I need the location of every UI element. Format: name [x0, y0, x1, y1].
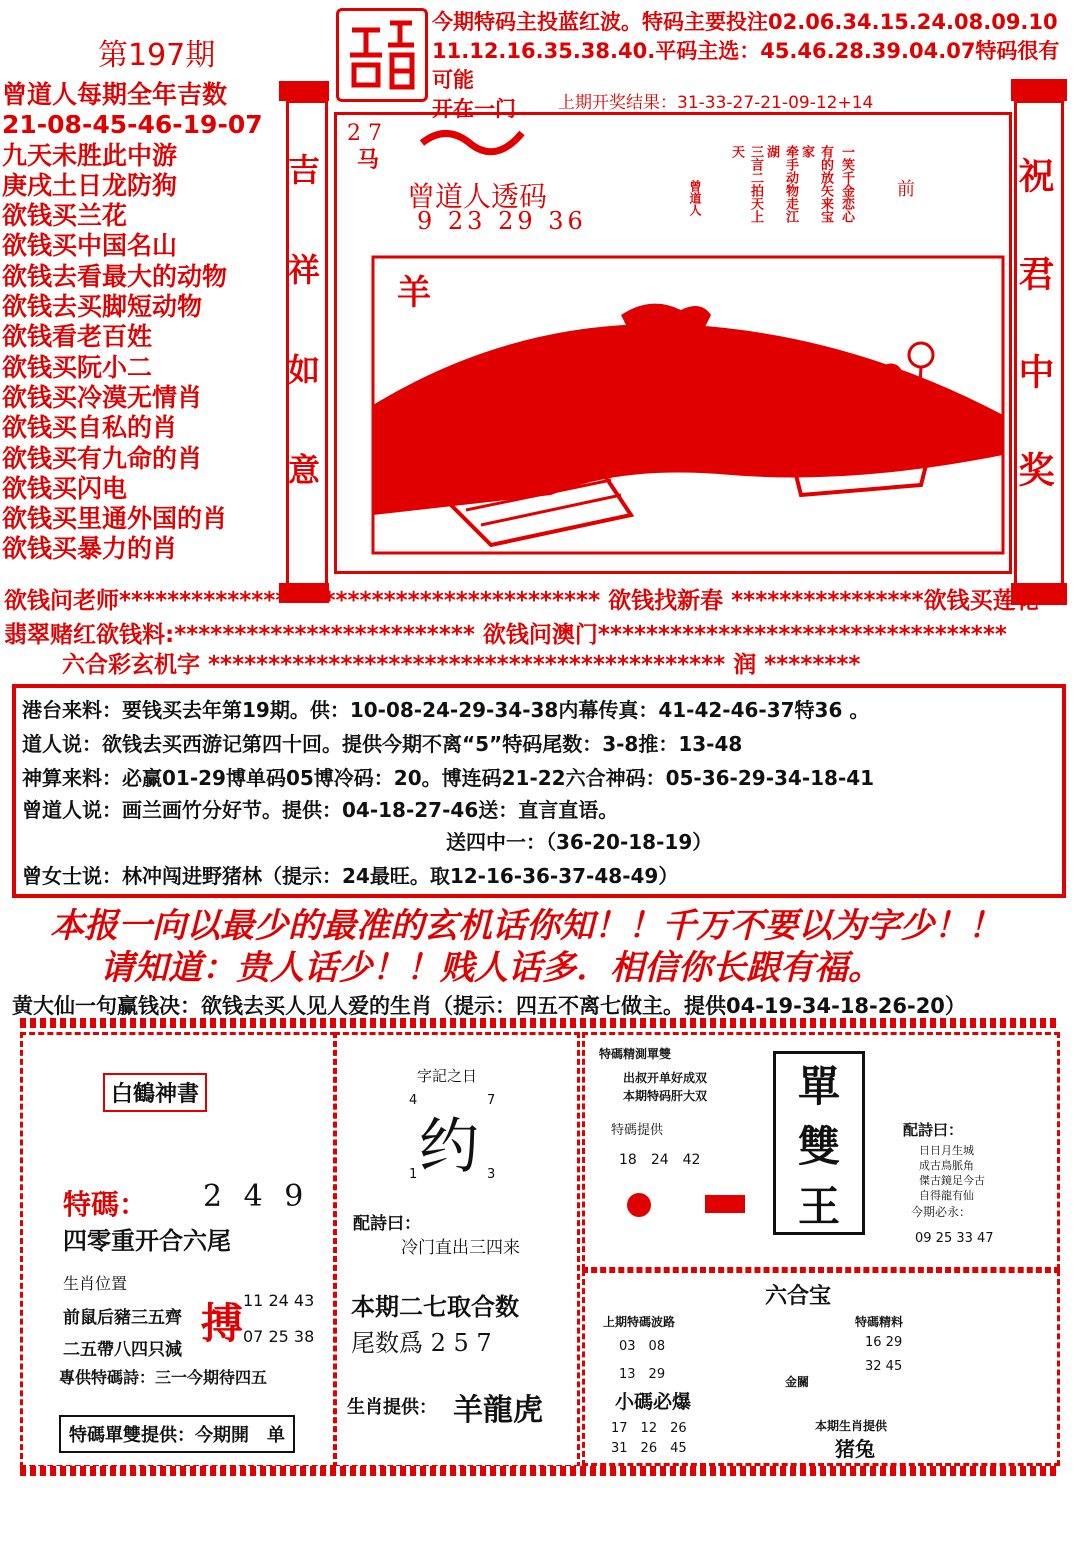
info-box	[12, 684, 1066, 898]
lhb-bo-nums: 03 08	[619, 1339, 666, 1354]
left-item: 欲钱买自私的肖	[2, 413, 178, 443]
info-line: 港台来料：要钱买去年第19期。供：10-08-24-29-34-38内幕传真：41-42-46-37特36 。	[22, 698, 870, 722]
pei-label: 配詩曰：	[903, 1121, 964, 1139]
star-item: 欲钱买莲花	[923, 588, 1039, 614]
bo-char: 搏	[201, 1299, 244, 1348]
picture-ma: 马	[357, 147, 380, 173]
bo-numbers-1: 11 24 43	[243, 1291, 315, 1310]
lhb-sx-label: 本期生肖提供	[815, 1419, 888, 1433]
verse-col: 一笑千金恋心	[839, 145, 854, 223]
pei-line: 成古鳥脈角	[919, 1159, 974, 1172]
tema-hint: 四零重开合六尾	[63, 1226, 231, 1255]
panel-zi	[334, 1032, 580, 1468]
last-result: 上期开奖结果：31-33-27-21-09-12+14	[558, 93, 874, 113]
lhb-xiao: 小碼必爆	[615, 1391, 692, 1413]
tema-label: 特碼：	[63, 1188, 148, 1221]
left-item: 庚戌土日龙防狗	[2, 170, 178, 200]
panel-liuhebao	[582, 1270, 1060, 1466]
info-line: 送四中一：（36-20-18-19）	[446, 830, 713, 854]
jin-numbers: 09 25 33 47	[915, 1231, 994, 1246]
sx-position-text-2: 二五帶八四只減	[63, 1340, 182, 1360]
lhb-jin: 金關	[785, 1375, 810, 1389]
info-line: 道人说：欲钱去买西游记第四十回。提供今期不离“5”特码尾数：3-8推：13-48	[22, 732, 743, 756]
tema-poem: 專供特碼詩：三一今期待四五	[59, 1368, 268, 1387]
pei-line: 自得龍有仙	[919, 1189, 974, 1202]
panel-danshuang	[582, 1032, 1060, 1270]
lhb-bo-label: 上期特碼波路	[603, 1315, 676, 1329]
star-item: 欲钱问老师	[4, 588, 119, 614]
star-item: 欲钱问澳门	[482, 622, 598, 648]
lhb-jing-label: 特碼精料	[855, 1315, 904, 1329]
pei-lines	[919, 1143, 985, 1203]
verse-top: 前	[897, 179, 915, 200]
star-item: 翡翠赌红欲钱料:	[4, 622, 175, 648]
star-line-2: 翡翠赌红欲钱料:************************* 欲钱问澳门**********************************	[4, 622, 1007, 648]
tema-numbers: 2 4 9	[203, 1179, 310, 1214]
ds-tips-numbers: 18 24 42	[619, 1152, 701, 1168]
weishu-text: 尾数爲 2 5 7	[351, 1329, 492, 1357]
verse-col: 有的放矢来宝家	[799, 145, 833, 223]
lhb-xiao-nums: 17 12 26	[611, 1421, 687, 1436]
star-item: 六合彩玄机字	[62, 652, 200, 678]
big-char: 單	[797, 1062, 840, 1111]
sx-position-text: 前鼠后豬三五齊	[63, 1308, 182, 1328]
left-scroll	[283, 100, 328, 586]
zi-title: 字記之日	[417, 1067, 478, 1085]
qu-text: 本期二七取合数	[351, 1293, 519, 1321]
ds-title: 特碼精測單雙	[599, 1047, 672, 1061]
picture-sheep-char: 羊	[397, 273, 431, 313]
top-line-1: 今期特码主投蓝红波。特码主要投注02.06.34.15.24.08.09.10	[432, 10, 1058, 34]
picture-num-top: 2 7	[347, 121, 382, 146]
ds-line: 本期特码肝大双	[623, 1089, 708, 1103]
big-char: 雙	[797, 1122, 840, 1171]
left-item: 曾道人每期全年吉数	[2, 80, 228, 109]
lhb-jing-nums: 32 45	[865, 1359, 903, 1374]
left-item: 欲钱去看最大的动物	[2, 261, 228, 291]
top-line-2: 11.12.16.35.38.40.平码主选：45.46.28.39.04.07特码很有可能	[432, 39, 1060, 92]
pei-line: 日日月生城	[919, 1144, 974, 1157]
star-line-1: 欲钱问老师**************************************** 欲钱找新春 ****************欲钱买莲花	[4, 588, 1039, 614]
animal-icons	[621, 1185, 761, 1225]
slogan-2: 请知道：贵人话少！！贱人话多．相信你长跟有福。	[100, 948, 882, 988]
slogan-1: 本报一向以最少的最准的玄机话你知！！千万不要以为字少！！	[50, 906, 1002, 946]
zeng-daoren-logo	[336, 8, 428, 102]
lhb-jing-nums: 16 29	[865, 1335, 903, 1350]
mid-sx-label: 生肖提供：	[347, 1397, 437, 1418]
jin-label: 今期必永：	[911, 1205, 972, 1219]
info-line: 曾道人说：画兰画竹分好节。提供：04-18-27-46送：直言直语。	[22, 798, 619, 822]
left-item: 欲钱去买脚短动物	[2, 292, 203, 322]
left-scroll-text: 吉祥如意	[283, 153, 321, 553]
lhb-sx-value: 猪兔	[835, 1437, 875, 1461]
bo-numbers-2: 07 25 38	[243, 1327, 315, 1346]
left-item: 欲钱买兰花	[2, 201, 128, 231]
ds-line: 出叔开单好成双	[623, 1071, 708, 1085]
sx-position-label: 生肖位置	[63, 1274, 128, 1293]
pei-line: 傑古鏡足今古	[919, 1174, 985, 1187]
dotted-divider	[20, 1018, 1056, 1028]
top-line-3: 开在一门	[432, 97, 516, 121]
right-scroll	[1014, 100, 1064, 586]
zi-corner: 4	[409, 1093, 418, 1108]
star-item: 润	[733, 652, 757, 678]
danshuang-wang-box	[773, 1051, 865, 1235]
huang-daxian-line: 黄大仙一句赢钱决：欲钱去买人见人爱的生肖（提示：四五不离七做主。提供04-19-34-18-26-20）	[12, 994, 966, 1018]
zi-corner: 7	[487, 1093, 496, 1108]
info-line: 曾女士说：林冲闯进野猪林（提示：24最旺。取12-16-36-37-48-49）	[22, 864, 679, 888]
zi-corner: 3	[487, 1167, 496, 1182]
baihe-header: 白鶴神書	[103, 1073, 207, 1112]
info-line: 神算来料：必赢01-29博单码05博冷码：20。博连码21-22六合神码：05-36-29-34-18-41	[22, 766, 875, 790]
lhb-xiao-nums: 31 26 45	[611, 1441, 687, 1456]
poem-label: 配詩曰：	[353, 1214, 421, 1234]
lhb-bo-nums: 13 29	[619, 1367, 666, 1382]
picture-frame	[334, 112, 1012, 574]
picture-numbers: 9 23 29 36	[417, 207, 587, 235]
left-item: 欲钱买里通外国的肖	[2, 504, 228, 534]
zi-corner: 1	[409, 1167, 418, 1182]
left-item: 欲钱买中国名山	[2, 231, 178, 261]
left-item: 21-08-45-46-19-07	[2, 110, 263, 140]
lhb-title: 六合宝	[765, 1283, 832, 1309]
dotted-divider	[20, 1466, 1056, 1476]
verse-col: 牵手动物走江湖	[764, 145, 798, 223]
verse-block	[687, 145, 987, 235]
verse-col: 曾道人	[688, 180, 702, 216]
big-char: 王	[797, 1182, 840, 1231]
left-item: 欲钱买闪电	[2, 473, 128, 503]
left-item: 欲钱买暴力的肖	[2, 534, 178, 564]
issue-number: 第197期	[98, 38, 216, 73]
left-item: 欲钱买冷漠无情肖	[2, 382, 203, 412]
left-item: 欲钱看老百姓	[2, 322, 153, 352]
left-item: 欲钱买有九命的肖	[2, 443, 203, 473]
scroll-cap-top	[1011, 79, 1067, 101]
star-item: 欲钱找新春	[608, 588, 724, 614]
left-riddle-list	[2, 80, 292, 565]
star-line-3: 六合彩玄机字 ******************************************* 润 ********	[62, 652, 861, 678]
landscape-illustration	[371, 255, 1005, 555]
zi-big-char: 约	[419, 1112, 479, 1182]
mid-sx-value: 羊龍虎	[453, 1393, 543, 1428]
verse-col: 三言二拍天上天	[729, 145, 763, 223]
seal-icon	[342, 15, 422, 95]
panel-baihe	[20, 1032, 336, 1468]
scroll-cap-top	[279, 81, 329, 101]
decor-swirl-icon	[417, 123, 527, 163]
ds-tips-label: 特碼提供	[611, 1123, 664, 1138]
left-item: 九天未胜此中游	[2, 140, 178, 170]
poem-text: 冷门直出三四来	[401, 1238, 520, 1258]
left-item: 欲钱买阮小二	[2, 352, 153, 382]
picture-title: 曾道人透码	[407, 180, 548, 213]
right-scroll-text: 祝君中奖	[1013, 157, 1054, 549]
dan-shuang-label: 特碼單雙提供：今期開 单	[59, 1415, 295, 1453]
